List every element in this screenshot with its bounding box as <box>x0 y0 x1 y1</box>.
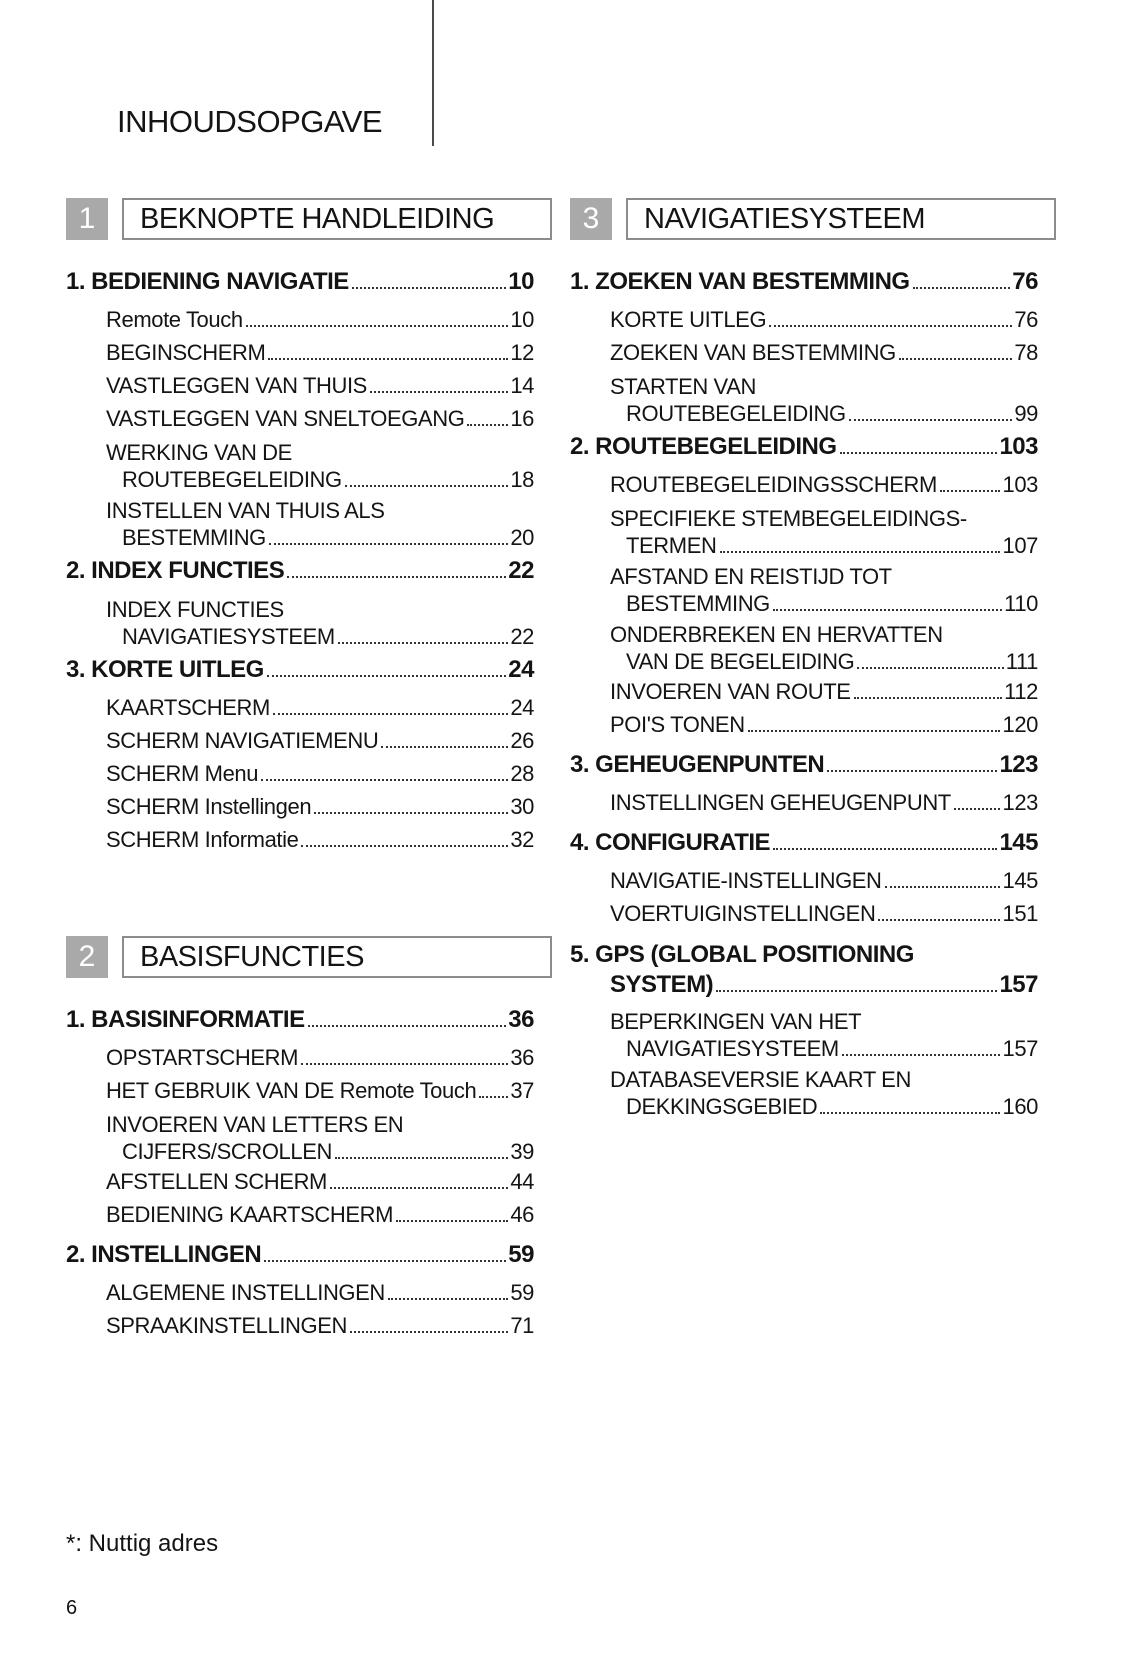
page-number: 6 <box>66 1597 78 1619</box>
toc-item[interactable]: ONDERBREKEN EN HERVATTEN VAN DE BEGELEIDING 111 <box>610 622 1038 674</box>
toc-item[interactable]: SCHERM Menu 28 <box>106 761 534 786</box>
toc-chapter[interactable]: 1. ZOEKEN VAN BESTEMMING 76 <box>570 268 1038 295</box>
section-3-contents <box>570 262 1038 1124</box>
section-number: 3 <box>570 198 612 240</box>
toc-item[interactable]: OPSTARTSCHERM 36 <box>106 1045 534 1070</box>
toc-item[interactable]: BEDIENING KAARTSCHERM 46 <box>106 1202 534 1227</box>
toc-item[interactable]: ALGEMENE INSTELLINGEN 59 <box>106 1280 534 1305</box>
toc-item[interactable]: AFSTAND EN REISTIJD TOT BESTEMMING 110 <box>610 564 1038 616</box>
section-title: BASISFUNCTIES <box>122 936 552 978</box>
toc-item[interactable]: SPRAAKINSTELLINGEN 71 <box>106 1313 534 1338</box>
toc-item[interactable]: BEGINSCHERM 12 <box>106 340 534 365</box>
toc-item[interactable]: HET GEBRUIK VAN DE Remote Touch 37 <box>106 1078 534 1103</box>
toc-item[interactable]: ZOEKEN VAN BESTEMMING 78 <box>610 340 1038 365</box>
toc-chapter[interactable]: 3. GEHEUGENPUNTEN 123 <box>570 751 1038 778</box>
toc-item[interactable]: WERKING VAN DE ROUTEBEGELEIDING 18 <box>106 440 534 492</box>
toc-chapter[interactable]: 4. CONFIGURATIE 145 <box>570 829 1038 856</box>
toc-item[interactable]: VOERTUIGINSTELLINGEN 151 <box>610 901 1038 926</box>
toc-item[interactable]: NAVIGATIE-INSTELLINGEN 145 <box>610 868 1038 893</box>
section-number: 2 <box>66 936 108 978</box>
toc-item[interactable]: STARTEN VAN ROUTEBEGELEIDING 99 <box>610 374 1038 426</box>
section-2-contents <box>66 1000 534 1346</box>
toc-item[interactable]: SCHERM Informatie 32 <box>106 827 534 852</box>
section-title: NAVIGATIESYSTEEM <box>626 198 1056 240</box>
toc-item[interactable]: POI'S TONEN 120 <box>610 712 1038 737</box>
footnote: *: Nuttig adres <box>66 1530 219 1557</box>
toc-chapter[interactable]: 1. BASISINFORMATIE 36 <box>66 1006 534 1033</box>
toc-item[interactable]: INVOEREN VAN LETTERS EN CIJFERS/SCROLLEN 39 <box>106 1112 534 1164</box>
toc-chapter[interactable]: 1. BEDIENING NAVIGATIE 10 <box>66 268 534 295</box>
toc-item[interactable]: Remote Touch 10 <box>106 307 534 332</box>
toc-item[interactable]: VASTLEGGEN VAN THUIS 14 <box>106 373 534 398</box>
section-title: BEKNOPTE HANDLEIDING <box>122 198 552 240</box>
toc-item[interactable]: KORTE UITLEG 76 <box>610 307 1038 332</box>
header-divider <box>432 0 434 146</box>
toc-item[interactable]: ROUTEBEGELEIDINGSSCHERM 103 <box>610 472 1038 497</box>
toc-chapter[interactable]: 2. INDEX FUNCTIES 22 <box>66 557 534 584</box>
toc-item[interactable]: SCHERM Instellingen 30 <box>106 794 534 819</box>
toc-item[interactable]: KAARTSCHERM 24 <box>106 695 534 720</box>
toc-item[interactable]: DATABASEVERSIE KAART EN DEKKINGSGEBIED 160 <box>610 1067 1038 1119</box>
toc-item[interactable]: INSTELLEN VAN THUIS ALS BESTEMMING 20 <box>106 498 534 550</box>
toc-item[interactable]: INSTELLINGEN GEHEUGENPUNT 123 <box>610 790 1038 815</box>
toc-item[interactable]: INVOEREN VAN ROUTE 112 <box>610 679 1038 704</box>
section-number: 1 <box>66 198 108 240</box>
section-1-contents <box>66 262 534 860</box>
toc-item[interactable]: BEPERKINGEN VAN HET NAVIGATIESYSTEEM 157 <box>610 1009 1038 1061</box>
page-title: INHOUDSOPGAVE <box>117 104 383 139</box>
toc-item[interactable]: AFSTELLEN SCHERM 44 <box>106 1169 534 1194</box>
toc-item[interactable]: SCHERM NAVIGATIEMENU 26 <box>106 728 534 753</box>
toc-item[interactable]: VASTLEGGEN VAN SNELTOEGANG 16 <box>106 406 534 431</box>
toc-chapter[interactable]: 3. KORTE UITLEG 24 <box>66 656 534 683</box>
toc-item[interactable]: SPECIFIEKE STEMBEGELEIDINGS- TERMEN 107 <box>610 506 1038 558</box>
toc-chapter[interactable]: 5. GPS (GLOBAL POSITIONING SYSTEM) 157 <box>570 941 1038 998</box>
toc-chapter[interactable]: 2. INSTELLINGEN 59 <box>66 1241 534 1268</box>
toc-chapter[interactable]: 2. ROUTEBEGELEIDING 103 <box>570 433 1038 460</box>
toc-item[interactable]: INDEX FUNCTIES NAVIGATIESYSTEEM 22 <box>106 597 534 649</box>
